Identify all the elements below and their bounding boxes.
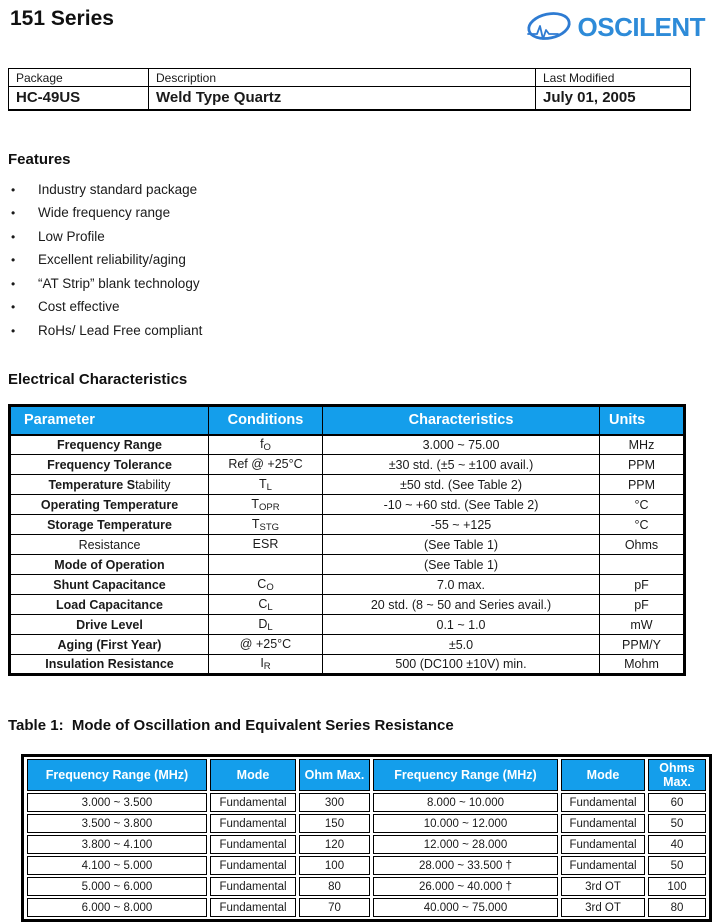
freq-range-cell: 5.000 ~ 6.000 [27,877,207,896]
parameter-cell: Storage Temperature [10,515,209,535]
units-cell [600,555,685,575]
units-cell: MHz [600,435,685,455]
mode-esr-table [21,754,712,922]
freq-range-header-right: Frequency Range (MHz) [373,759,558,791]
t1-header-row [27,759,706,791]
parameter-cell: Mode of Operation [10,555,209,575]
ohm-max-header-left: Ohm Max. [299,759,370,791]
table-row [10,455,685,475]
freq-range-cell: 28.000 ~ 33.500 † [373,856,558,875]
freq-range-cell: 3.000 ~ 3.500 [27,793,207,812]
parameter-cell: Aging (First Year) [10,635,209,655]
parameter-cell: Frequency Tolerance [10,455,209,475]
units-cell: PPM/Y [600,635,685,655]
freq-range-cell: 3.800 ~ 4.100 [27,835,207,854]
table-row [27,793,706,812]
mode-cell: Fundamental [210,898,296,917]
freq-range-cell: 8.000 ~ 10.000 [373,793,558,812]
ohm-max-cell: 70 [299,898,370,917]
package-header: Package [9,69,149,87]
mode-cell: 3rd OT [561,898,645,917]
package-value: HC-49US [9,87,149,110]
freq-range-cell: 4.100 ~ 5.000 [27,856,207,875]
page-title: 151 Series [10,7,114,30]
table-row [27,898,706,917]
features-list [0,182,719,339]
parameter-cell: Shunt Capacitance [10,575,209,595]
table1-heading: Table 1: Mode of Oscillation and Equivalent Series Resistance [8,717,454,735]
characteristics-cell: (See Table 1) [323,535,600,555]
characteristics-cell: 7.0 max. [323,575,600,595]
table-row [27,877,706,896]
conditions-cell: $D_L$ [209,615,323,635]
mode-header-right: Mode [561,759,645,791]
description-header: Description [149,69,536,87]
ec-header-row [10,406,685,435]
bullet-icon: • [11,300,16,315]
ohm-max-cell: 300 [299,793,370,812]
units-cell: PPM [600,475,685,495]
bullet-icon: • [11,229,16,244]
freq-range-cell: 40.000 ~ 75.000 [373,898,558,917]
conditions-cell [209,555,323,575]
table-row [10,575,685,595]
conditions-cell: $T_{OPR}$ [209,495,323,515]
conditions-cell: Ref @ +25°C [209,455,323,475]
ohm-max-cell: 120 [299,835,370,854]
freq-range-cell: 12.000 ~ 28.000 [373,835,558,854]
parameter-cell: Insulation Resistance [10,655,209,675]
ohm-max-cell: 40 [648,835,706,854]
ohm-max-cell: 150 [299,814,370,833]
ohm-max-cell: 100 [299,856,370,875]
ohms-max-header-right: Ohms Max. [648,759,706,791]
units-cell: pF [600,575,685,595]
ohm-max-cell: 50 [648,856,706,875]
bullet-icon: • [11,324,16,339]
feature-text: Industry standard package [38,181,198,197]
freq-range-cell: 3.500 ~ 3.800 [27,814,207,833]
table-row [10,535,685,555]
bullet-icon: • [11,182,16,197]
header-bar [0,0,719,46]
table-row [27,814,706,833]
package-info-table [8,68,691,111]
conditions-cell: $C_L$ [209,595,323,615]
units-cell: PPM [600,455,685,475]
package-info-header-row [9,69,691,87]
table-row [10,615,685,635]
characteristics-header: Characteristics [323,406,600,435]
ohm-max-cell: 80 [648,898,706,917]
conditions-cell: $f_O$ [209,435,323,455]
oscilent-logo [525,8,705,46]
feature-text: Cost effective [38,299,120,315]
feature-text: RoHs/ Lead Free compliant [38,323,203,339]
list-item [0,252,719,267]
list-item [0,276,719,291]
table-row [27,856,706,875]
mode-cell: Fundamental [561,793,645,812]
mode-cell: Fundamental [561,856,645,875]
table-row [10,595,685,615]
last-modified-value: July 01, 2005 [536,87,691,110]
description-value: Weld Type Quartz [149,87,536,110]
parameter-cell: Drive Level [10,615,209,635]
conditions-cell: $I_R$ [209,655,323,675]
conditions-cell: $T_L$ [209,475,323,495]
freq-range-header-left: Frequency Range (MHz) [27,759,207,791]
list-item [0,229,719,244]
freq-range-cell: 26.000 ~ 40.000 † [373,877,558,896]
ohm-max-cell: 80 [299,877,370,896]
mode-cell: Fundamental [561,814,645,833]
ohm-max-cell: 50 [648,814,706,833]
list-item [0,182,719,197]
characteristics-cell: ±30 std. (±5 ~ ±100 avail.) [323,455,600,475]
mode-cell: Fundamental [210,877,296,896]
package-info-value-row [9,87,691,110]
conditions-cell: $C_O$ [209,575,323,595]
table-row [10,635,685,655]
mode-cell: 3rd OT [561,877,645,896]
parameter-header: Parameter [10,406,209,435]
units-cell: Mohm [600,655,685,675]
units-header: Units [600,406,685,435]
mode-cell: Fundamental [561,835,645,854]
characteristics-cell: 20 std. (8 ~ 50 and Series avail.) [323,595,600,615]
feature-text: Excellent reliability/aging [38,252,186,268]
conditions-cell: ESR [209,535,323,555]
units-cell: pF [600,595,685,615]
characteristics-cell: (See Table 1) [323,555,600,575]
mode-header-left: Mode [210,759,296,791]
features-heading: Features [8,150,71,168]
feature-text: “AT Strip” blank technology [38,275,200,291]
conditions-cell: $T_{STG}$ [209,515,323,535]
ohm-max-cell: 60 [648,793,706,812]
characteristics-cell: 3.000 ~ 75.00 [323,435,600,455]
conditions-cell: @ +25°C [209,635,323,655]
characteristics-cell: -10 ~ +60 std. (See Table 2) [323,495,600,515]
mode-cell: Fundamental [210,814,296,833]
units-cell: °C [600,495,685,515]
oscilent-pulse-oval-icon [525,8,575,46]
characteristics-cell: 0.1 ~ 1.0 [323,615,600,635]
units-cell: °C [600,515,685,535]
electrical-heading: Electrical Characteristics [8,371,188,389]
last-modified-header: Last Modified [536,69,691,87]
table-row [27,835,706,854]
parameter-cell: Resistance [10,535,209,555]
parameter-cell: Operating Temperature [10,495,209,515]
mode-cell: Fundamental [210,835,296,854]
list-item [0,323,719,338]
list-item [0,299,719,314]
conditions-header: Conditions [209,406,323,435]
characteristics-cell: ±50 std. (See Table 2) [323,475,600,495]
table-row [10,655,685,675]
ohm-max-cell: 100 [648,877,706,896]
list-item [0,205,719,220]
characteristics-cell: ±5.0 [323,635,600,655]
units-cell: Ohms [600,535,685,555]
parameter-cell: Load Capacitance [10,595,209,615]
parameter-cell: Frequency Range [10,435,209,455]
units-cell: mW [600,615,685,635]
freq-range-cell: 10.000 ~ 12.000 [373,814,558,833]
table-row [10,435,685,455]
mode-cell: Fundamental [210,856,296,875]
table-row [10,475,685,495]
feature-text: Wide frequency range [38,205,171,221]
bullet-icon: • [11,276,16,291]
characteristics-cell: -55 ~ +125 [323,515,600,535]
electrical-characteristics-table [8,404,686,676]
parameter-cell: Temperature Stability [10,475,209,495]
characteristics-cell: 500 (DC100 ±10V) min. [323,655,600,675]
oscilent-logo-text: OSCILENT [577,11,705,42]
table-row [10,495,685,515]
mode-cell: Fundamental [210,793,296,812]
table-row [10,555,685,575]
bullet-icon: • [11,206,16,221]
table-row [10,515,685,535]
feature-text: Low Profile [38,228,105,244]
freq-range-cell: 6.000 ~ 8.000 [27,898,207,917]
bullet-icon: • [11,253,16,268]
